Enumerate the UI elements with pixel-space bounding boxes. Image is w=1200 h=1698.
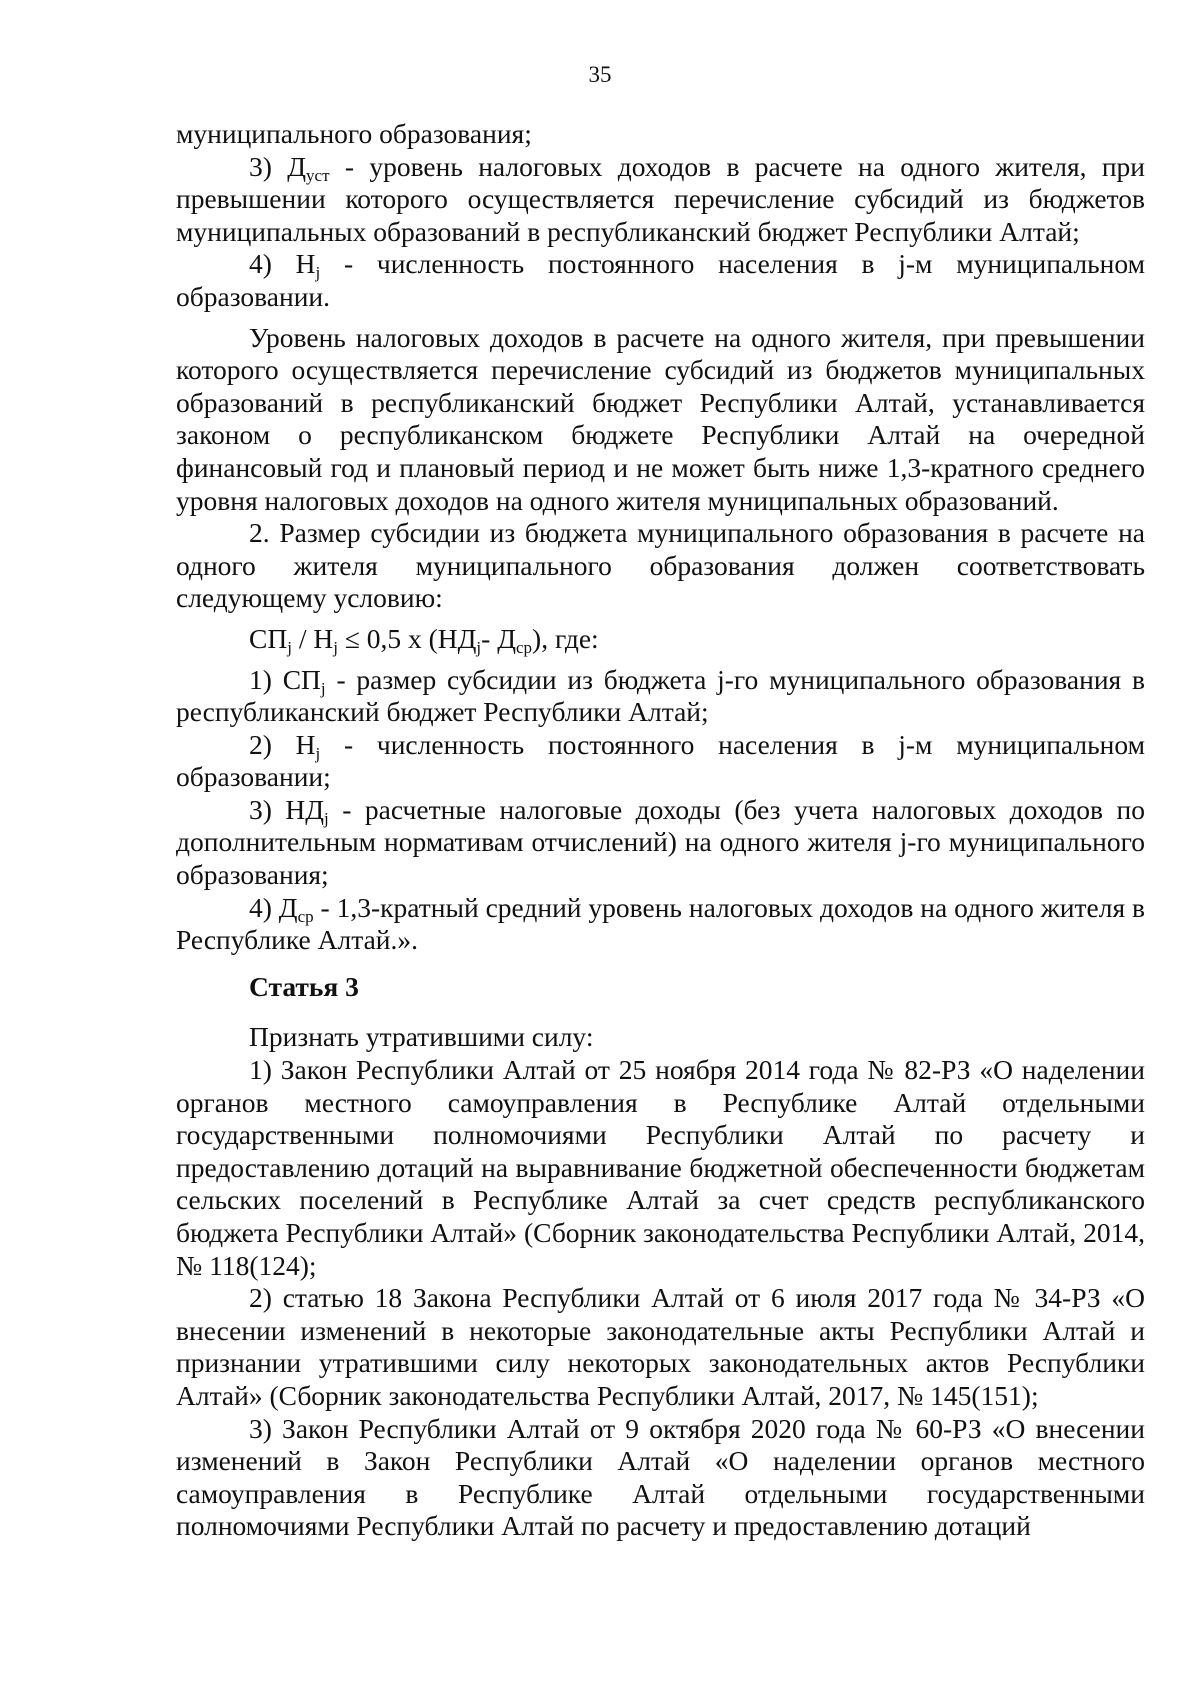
definition-sp-j: 1) $СП_j$ - размер субсидии из бюджета j-го муниципального образования в республиканский бюджет Республики Алтай;: [176, 663, 1145, 728]
formula: $СП_j / Н_j \le 0,5$ х ($НД_j-$ $Д_{ср}$), где:: [249, 622, 599, 657]
definition-nd-j: 3) $НД_j$ - расчетные налоговые доходы (без учета налоговых доходов по дополнительным нормативам отчислений) на одного жителя j-го муниципального образования;: [176, 793, 1145, 891]
definition-n-j-2: 2) $Н_j$ - численность постоянного населения в j-м муниципальном образовании;: [176, 728, 1145, 793]
article-heading: Статья 3: [249, 970, 359, 1002]
definition-d-sr: 4) $Д_{ср}$ - 1,3-кратный средний уровень налоговых доходов на одного жителя в Республике Алтай.».: [176, 891, 1145, 956]
paragraph-continuation: муниципального образования;: [176, 118, 532, 149]
paragraph-tax-level: Уровень налоговых доходов в расчете на одного жителя, при превышении которого осуществляется перечисление субсидий из бюджетов муниципальных образований в республиканский бюджет Республики Алтай, устанавливается законом о республиканском бюджете Республики Алтай на очередной финансовый год и плановый период и не может быть ниже 1,3-кратного среднего уровня налоговых доходов на одного жителя муниципальных образований.: [176, 321, 1145, 516]
definition-d-ust: 3) $Д_{уст}$ - уровень налоговых доходов в расчете на одного жителя, при превышении которого осуществляется перечисление субсидий из бюджетов муниципальных образований в республиканский бюджет Республики Алтай;: [176, 150, 1145, 247]
page-number: 35: [588, 62, 612, 87]
document-body: [176, 118, 1145, 1543]
repeal-item-1: 1) Закон Республики Алтай от 25 ноября 2014 года № 82-РЗ «О наделении органов местного самоуправления в Республике Алтай отдельными государственными полномочиями Республики Алтай по расчету и предоставлению дотаций на выравнивание бюджетной обеспеченности бюджетам сельских поселений в Республике Алтай за счет средств республиканского бюджета Республики Алтай» (Сборник законодательства Республики Алтай, 2014, № 118(124);: [176, 1054, 1145, 1281]
repeal-item-3: 3) Закон Республики Алтай от 9 октября 2020 года № 60-РЗ «О внесении изменений в Закон Республики Алтай «О наделении органов местного самоуправления в Республике Алтай отдельными государственными полномочиями Республики Алтай по расчету и предоставлению дотаций: [176, 1412, 1145, 1542]
paragraph-repeal-intro: Признать утратившими силу:: [249, 1021, 594, 1053]
repeal-item-2: 2) статью 18 Закона Республики Алтай от 6 июля 2017 года № 34-РЗ «О внесении изменений в некоторые законодательные акты Республики Алтай и признании утратившими силу некоторых законодательных актов Республики Алтай» (Сборник законодательства Республики Алтай, 2017, № 145(151);: [176, 1282, 1145, 1411]
paragraph-subsidy-size: 2. Размер субсидии из бюджета муниципального образования в расчете на одного жителя муниципального образования должен соответствовать следующему условию:: [176, 517, 1145, 614]
definition-n-j: 4) $Н_j$ - численность постоянного населения в j-м муниципальном образовании.: [176, 248, 1145, 312]
